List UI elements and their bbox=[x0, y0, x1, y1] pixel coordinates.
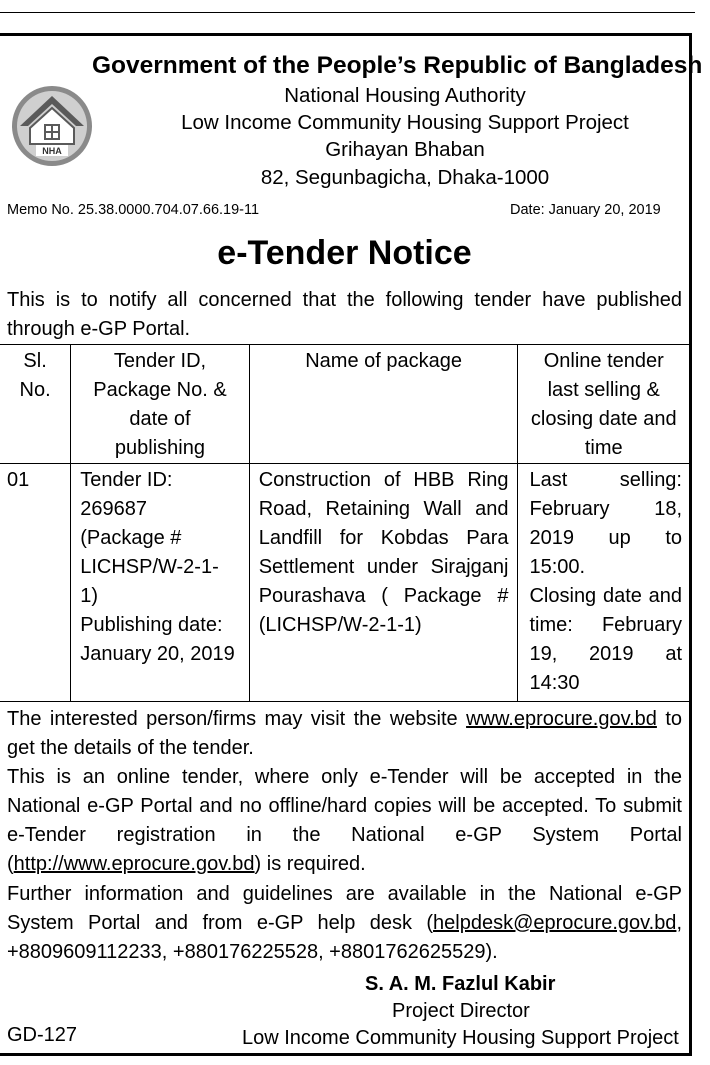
header-online: Online tender last selling & closing date and time bbox=[530, 350, 677, 459]
reference-code: GD-127 bbox=[7, 1024, 78, 1046]
table-row bbox=[0, 464, 689, 702]
row-tender-id: 269687 bbox=[80, 498, 147, 520]
memo-number: Memo No. 25.38.0000.704.07.66.19-11 bbox=[7, 202, 260, 218]
row-package-name: Construction of HBB Ring Road, Retaining Wall and Landfill for Kobdas Para Settlement under Sirajganj Pourashava ( Package # (LICHSP/W-2-1-1) bbox=[258, 469, 509, 636]
helpdesk-email-link[interactable]: helpdesk@eprocure.gov.bd bbox=[433, 912, 677, 934]
project-name: Low Income Community Housing Support Project bbox=[181, 111, 629, 134]
header-tender: Tender ID, Package No. & date of publishing bbox=[93, 350, 227, 459]
top-rule bbox=[0, 12, 695, 13]
header-sl: Sl. No. bbox=[19, 350, 51, 401]
government-title: Government of the People’s Republic of Bangladesh bbox=[92, 52, 703, 79]
row-tender-id-label: Tender ID: bbox=[80, 469, 173, 491]
row-closing: Closing date and time: February 19, 2019 at 14:30 bbox=[529, 585, 682, 694]
row-sl: 01 bbox=[7, 469, 30, 491]
memo-date: Date: January 20, 2019 bbox=[510, 202, 661, 218]
tender-table bbox=[0, 344, 689, 702]
notice-title: e-Tender Notice bbox=[217, 234, 472, 272]
signatory-name: S. A. M. Fazlul Kabir bbox=[365, 973, 556, 995]
table-header-row bbox=[0, 345, 689, 464]
paragraph-online-tender: This is an online tender, where only e-Tender will be accepted in the National e-GP Portal and no offline/hard copies will be accepted. To submit e-Tender registration in the National e-GP System Portal (http://www.eprocure.gov.bd) is required. bbox=[7, 766, 682, 875]
paragraph-further-info: Further information and guidelines are available in the National e-GP System Portal and from e-GP help desk (helpdesk@eprocure.gov.bd, +8809609112233, +880176225528, +8801762625529). bbox=[7, 883, 682, 963]
signatory-project: Low Income Community Housing Support Project bbox=[242, 1027, 679, 1049]
row-last-selling: Last selling: February 18, 2019 up to 15:00. bbox=[529, 469, 682, 578]
website-link[interactable]: www.eprocure.gov.bd bbox=[466, 708, 657, 730]
row-package-no-1: (Package # bbox=[80, 527, 182, 549]
building-name: Grihayan Bhaban bbox=[325, 138, 485, 161]
nha-logo bbox=[10, 84, 94, 168]
address: 82, Segunbagicha, Dhaka-1000 bbox=[260, 166, 550, 189]
paragraph-website: The interested person/firms may visit the website www.eprocure.gov.bd to get the details of the tender. bbox=[7, 708, 682, 759]
row-package-no-3: 1) bbox=[80, 585, 98, 607]
intro-paragraph: This is to notify all concerned that the following tender have published through e-GP Portal. bbox=[7, 289, 682, 340]
row-publishing-date: January 20, 2019 bbox=[80, 643, 235, 665]
svg-text:NHA: NHA bbox=[42, 146, 62, 156]
row-publishing-label: Publishing date: bbox=[80, 614, 223, 636]
signatory-designation: Project Director bbox=[392, 1000, 530, 1022]
portal-link[interactable]: http://www.eprocure.gov.bd bbox=[13, 853, 255, 875]
header-package: Name of package bbox=[305, 350, 462, 372]
row-package-no-2: LICHSP/W-2-1- bbox=[80, 556, 219, 578]
authority-name: National Housing Authority bbox=[284, 84, 526, 107]
